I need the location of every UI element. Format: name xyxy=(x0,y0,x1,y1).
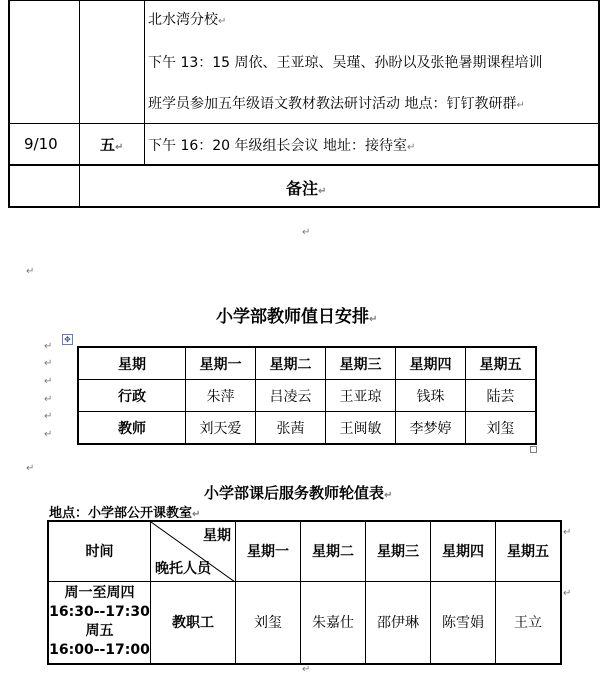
service-day-header: 星期三 xyxy=(366,521,431,581)
duty-cell: 朱萍 xyxy=(186,380,256,412)
duty-cell: 刘天爱 xyxy=(186,412,256,445)
duty-cell: 陆芸 xyxy=(466,380,537,412)
duty-header-cell: 星期五 xyxy=(466,347,537,380)
duty-title: 小学部教师值日安排↵ xyxy=(216,307,378,327)
duty-row-label: 行政 xyxy=(78,380,186,412)
service-day-header: 星期四 xyxy=(431,521,496,581)
service-teacher-cell: 陈雪娟 xyxy=(431,581,496,664)
duty-cell: 王闽敏 xyxy=(326,412,396,445)
schedule-remarks: 备注↵ xyxy=(286,179,327,198)
service-title: 小学部课后服务教师轮值表↵ xyxy=(204,484,393,502)
schedule-col-divider xyxy=(144,1,145,166)
service-table xyxy=(47,520,562,665)
service-day-header: 星期一 xyxy=(236,521,301,581)
time-line: 周五 xyxy=(85,623,114,640)
paragraph-mark: ↵ xyxy=(563,527,572,538)
service-header-row xyxy=(48,521,561,581)
service-teacher-cell: 邵伊琳 xyxy=(366,581,431,664)
paragraph-mark: ↵ xyxy=(44,341,53,352)
schedule-date: 9/10 xyxy=(24,135,58,153)
duty-cell: 张茜 xyxy=(256,412,326,445)
paragraph-mark: ↵ xyxy=(563,588,572,599)
service-diagonal-header xyxy=(151,521,236,581)
duty-header-cell: 星期 xyxy=(78,347,186,380)
schedule-line-1: 北水湾分校↵ xyxy=(148,12,227,28)
service-day-header: 星期五 xyxy=(496,521,562,581)
service-time-header: 时间 xyxy=(48,521,151,581)
schedule-col-divider xyxy=(79,1,80,206)
schedule-event: 下午 16：20 年级组长会议 地址：接待室↵ xyxy=(148,138,416,154)
schedule-line-3: 班学员参加五年级语文教材教法研讨活动 地点：钉钉教研群↵ xyxy=(148,96,525,112)
service-location: 地点：小学部公开课教室↵ xyxy=(49,506,201,521)
service-teacher-cell: 王立 xyxy=(496,581,562,664)
paragraph-mark: ↵ xyxy=(302,664,311,675)
schedule-table xyxy=(8,0,600,208)
paragraph-mark: ↵ xyxy=(44,358,53,369)
duty-cell: 钱珠 xyxy=(396,380,466,412)
paragraph-mark: ↵ xyxy=(44,376,53,387)
diagonal-top-label: 星期 xyxy=(203,528,231,544)
duty-row-label: 教师 xyxy=(78,412,186,445)
duty-header-cell: 星期四 xyxy=(396,347,466,380)
schedule-line-2: 下午 13：15 周依、王亚琼、吴瑾、孙盼以及张艳暑期课程培训 xyxy=(148,55,543,71)
duty-cell: 李梦婷 xyxy=(396,412,466,445)
duty-header-row xyxy=(78,347,536,380)
service-staff-row xyxy=(48,581,561,664)
duty-row-teacher xyxy=(78,412,536,445)
time-line: 周一至周四 xyxy=(64,585,135,602)
duty-row-admin xyxy=(78,380,536,412)
diagonal-bottom-label: 晚托人员 xyxy=(155,560,211,577)
table-resize-handle-icon[interactable] xyxy=(530,446,537,453)
paragraph-mark: ↵ xyxy=(44,429,53,440)
duty-table xyxy=(77,346,537,445)
duty-header-cell: 星期三 xyxy=(326,347,396,380)
service-staff-label: 教职工 xyxy=(151,581,236,664)
paragraph-mark: ↵ xyxy=(44,394,53,405)
service-day-header: 星期二 xyxy=(301,521,366,581)
duty-header-cell: 星期二 xyxy=(256,347,326,380)
paragraph-mark: ↵ xyxy=(26,463,35,474)
duty-cell: 王亚琼 xyxy=(326,380,396,412)
time-line: 16:30--17:30 xyxy=(49,604,150,621)
table-move-handle-icon[interactable]: ✥ xyxy=(62,334,73,345)
paragraph-mark: ↵ xyxy=(26,266,35,277)
schedule-row-divider xyxy=(10,123,600,124)
service-teacher-cell: 朱嘉仕 xyxy=(301,581,366,664)
paragraph-mark: ↵ xyxy=(44,411,53,422)
service-time-cell xyxy=(48,581,151,664)
duty-cell: 吕凌云 xyxy=(256,380,326,412)
service-teacher-cell: 刘玺 xyxy=(236,581,301,664)
duty-cell: 刘玺 xyxy=(466,412,537,445)
paragraph-mark: ↵ xyxy=(302,227,311,238)
time-line: 16:00--17:00 xyxy=(49,642,150,659)
schedule-weekday: 五↵ xyxy=(100,136,124,154)
schedule-row-divider xyxy=(10,164,600,166)
duty-header-cell: 星期一 xyxy=(186,347,256,380)
